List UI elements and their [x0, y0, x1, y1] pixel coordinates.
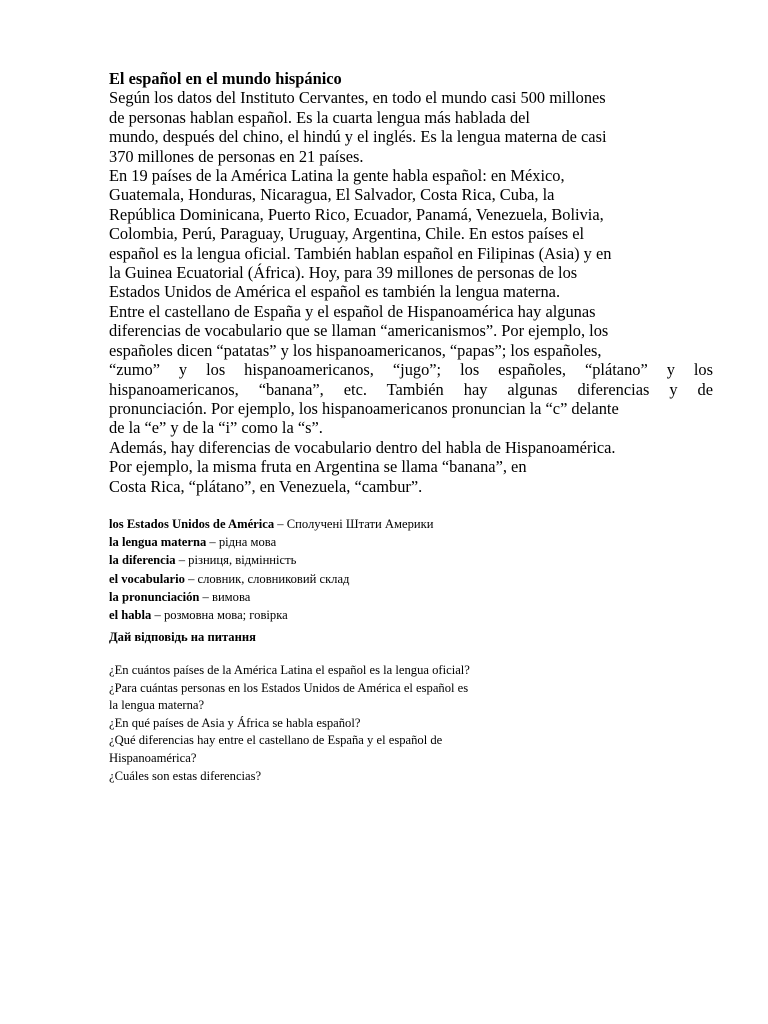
glossary-translation: Сполучені Штати Америки	[286, 517, 434, 531]
text-line: españoles dicen “patatas” y los hispanoamericanos, “papas”; los españoles,	[109, 340, 602, 360]
question-line: ¿En cuántos países de la América Latina el español es la lengua oficial?	[109, 663, 470, 677]
glossary-translation: різниця, відмінність	[188, 553, 297, 568]
glossary-translation: розмовна мова; говірка	[163, 608, 288, 623]
main-text	[109, 69, 713, 496]
glossary-separator: –	[199, 589, 212, 604]
glossary-entry	[109, 588, 709, 606]
glossary-translation: рідна мова	[218, 535, 277, 550]
text-line: En 19 países de la América Latina la gente habla español: en México,	[109, 166, 565, 186]
text-line: Costa Rica, “plátano”, en Venezuela, “cambur”.	[109, 476, 423, 496]
text-line: Guatemala, Honduras, Nicaragua, El Salvador, Costa Rica, Cuba, la	[109, 185, 555, 205]
question-list	[109, 662, 589, 785]
text-line: diferencias de vocabulario que se llaman “americanismos”. Por ejemplo, los	[109, 321, 609, 341]
glossary-separator: –	[175, 553, 189, 568]
glossary-term: los Estados Unidos de América	[109, 517, 275, 531]
glossary-separator: –	[151, 608, 164, 623]
glossary-separator: –	[274, 517, 287, 531]
glossary-separator: –	[206, 535, 219, 550]
text-line: mundo, después del chino, el hindú y el inglés. Es la lengua materna de casi	[109, 127, 607, 147]
text-line: la Guinea Ecuatorial (África). Hoy, para 39 millones de personas de los	[109, 263, 578, 283]
glossary-term: el vocabulario	[109, 571, 185, 586]
text-line: de personas hablan español. Es la cuarta lengua más hablada del	[109, 107, 530, 127]
glossary-term: el habla	[109, 608, 152, 623]
text-line: 370 millones de personas en 21 países.	[109, 146, 364, 166]
glossary-entry	[109, 570, 709, 588]
glossary-term: la lengua materna	[109, 535, 207, 550]
glossary-term: la diferencia	[109, 553, 176, 568]
text-line: Estados Unidos de América el español es también la lengua materna.	[109, 282, 561, 302]
text-line: República Dominicana, Puerto Rico, Ecuador, Panamá, Venezuela, Bolivia,	[109, 204, 604, 224]
paragraph-block	[109, 88, 713, 496]
glossary-entry	[109, 606, 709, 624]
question-line: Hispanoamérica?	[109, 750, 197, 765]
glossary-entry	[109, 515, 709, 533]
task-heading: Дай відповідь на питання	[109, 630, 256, 644]
glossary	[109, 515, 709, 624]
glossary-translation: словник, словниковий склад	[197, 571, 350, 586]
question-line: ¿Qué diferencias hay entre el castellano de España y el español de	[109, 733, 443, 748]
text-line: Además, hay diferencias de vocabulario dentro del habla de Hispanoamérica.	[109, 437, 616, 457]
text-line-justified: “zumo” y los hispanoamericanos, “jugo”; los españoles, “plátano” y los	[109, 360, 713, 380]
text-line-justified: hispanoamericanos, “banana”, etc. También hay algunas diferencias y de	[109, 379, 713, 399]
glossary-term: la pronunciación	[109, 589, 200, 604]
question-line: ¿En qué países de Asia y África se habla español?	[109, 715, 361, 730]
text-line: pronunciación. Por ejemplo, los hispanoamericanos pronuncian la “c” delante	[109, 398, 619, 418]
question-line: la lengua materna?	[109, 698, 205, 713]
question-line: ¿Para cuántas personas en los Estados Unidos de América el español es	[109, 680, 469, 695]
text-line: Colombia, Perú, Paraguay, Uruguay, Argentina, Chile. En estos países el	[109, 224, 585, 244]
text-line: Entre el castellano de España y el español de Hispanoamérica hay algunas	[109, 301, 596, 321]
text-line: español es la lengua oficial. También hablan español en Filipinas (Asia) y en	[109, 243, 612, 263]
question-line: ¿Cuáles son estas diferencias?	[109, 768, 262, 783]
glossary-entry	[109, 533, 709, 551]
document-title: El español en el mundo hispánico	[109, 69, 342, 88]
glossary-translation: вимова	[212, 589, 251, 604]
text-line: Por ejemplo, la misma fruta en Argentina se llama “banana”, en	[109, 457, 527, 477]
text-line: de la “e” y de la “i” como la “s”.	[109, 418, 323, 438]
glossary-entry	[109, 551, 709, 569]
glossary-separator: –	[184, 571, 198, 586]
text-line: Según los datos del Instituto Cervantes, en todo el mundo casi 500 millones	[109, 88, 606, 108]
